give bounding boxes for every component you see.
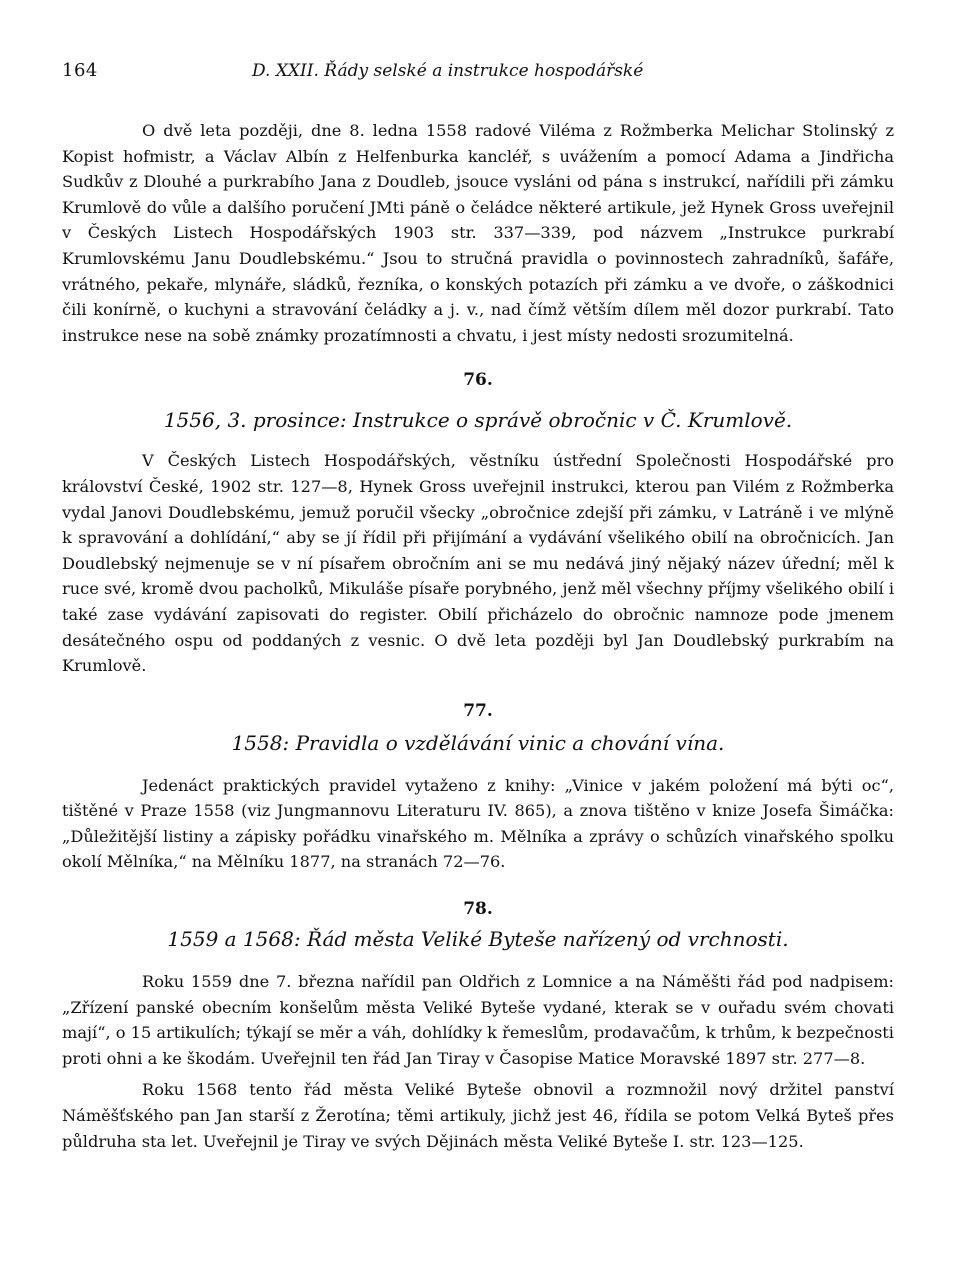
section-number-76: 76. <box>463 370 493 391</box>
section-heading-78 <box>62 927 894 963</box>
page-header <box>62 60 894 90</box>
section-number-78: 78. <box>463 899 493 920</box>
page-number: 164 <box>62 60 98 81</box>
section-title-76: Instrukce o správě obročnic v Č. Krumlově. <box>352 408 793 433</box>
section-76-paragraph: V Českých Listech Hospodářských, věstníku ústřední Společnosti Hospodářské pro království České, 1902 str. 127—8, Hynek Gross uveřejnil instrukci, kterou pan Vilém z Rožmberka vydal Janovi Doudlebskému, jemuž poručil všecky „obročnice zdejší při zámku, v Latráně i ve mlýně k spravování a dohlídání,“ aby se jí řídil při přijímání a vydávání všelikého obilí na obročnicích. Jan Doudlebský nejmenuje se v ní písařem obročním ani se mu nedává jiný nějaký název úřední; měl k ruce své, kromě dvou pacholků, Mikuláše písaře porybného, jenž měl všechny příjmy všelikého obilí i také zase vydávání zapisovati do register. Obilí přicházelo do obročnic namnoze pode jmenem desátečného ospu od poddaných z vesnic. O dvě leta později byl Jan Doudlebský purkrabím na Krumlově. <box>62 451 894 676</box>
section-77-paragraph: Jedenáct praktických pravidel vytaženo z knihy: „Vinice v jakém položení má býti oc“, tištěné v Praze 1558 (viz Jungmannovu Literaturu IV. 865), a znova tištěno v knize Josefa Šimáčka: „Důležitější listiny a zápisky pořádku vinařského m. Mělníka a zprávy o schůzích vinařského spolku okolí Mělníka,“ na Mělníku 1877, na stranách 72—76. <box>62 775 894 872</box>
section-78-paragraph-2: Roku 1568 tento řád města Veliké Byteše obnovil a rozmnožil nový držitel panství Náměšťského pan Jan starší z Žerotína; těmi artikuly, jichž jest 46, řídila se potom Velká Byteš přes půldruha sta let. Uveřejnil je Tiray ve svých Dějinách města Veliké Byteše I. str. 123—125. <box>62 1080 894 1151</box>
section-date-77: 1558: <box>231 730 290 755</box>
section-number-77: 77. <box>463 700 493 721</box>
document-page <box>62 60 894 1154</box>
section-heading-77 <box>62 731 894 767</box>
section-date-76: 1556, 3. prosince: <box>163 408 347 433</box>
section-78-paragraph-1: Roku 1559 dne 7. března nařídil pan Oldřich z Lomnice a na Náměšti řád pod nadpisem: „Zřízení panské obecním konšelům města Veliké Byteše vydané, kterak se v ouřadu svém chovati mají“, o 15 artikulích; týkají se měr a váh, dohlídky k řemeslům, prodavačům, k trhům, k bezpečnosti proti ohni a ke škodám. Uveřejnil ten řád Jan Tiray v Časopise Matice Moravské 1897 str. 277—8. <box>62 972 894 1068</box>
section-heading-76 <box>62 408 894 442</box>
running-head: D. XXII. Řády selské a instrukce hospodářské <box>252 61 644 81</box>
section-date-78: 1559 a 1568: <box>167 927 301 952</box>
section-title-78: Řád města Veliké Byteše nařízený od vrchnosti. <box>306 927 789 952</box>
intro-paragraph: O dvě leta později, dne 8. ledna 1558 radové Viléma z Rožmberka Melichar Stolinský z Kopist hofmistr, a Václav Albín z Helfenburka kancléř, s uvážením a pomocí Adama a Jindřicha Sudkův z Dlouhé a purkrabího Jana z Doudleb, jsouce vysláni od pána s instrukcí, nařídili při zámku Krumlově do vůle a dalšího poručení JMti páně o čeládce některé artikule, jež Hynek Gross uveřejnil v Českých Listech Hospodářských 1903 str. 337—339, pod názvem „Instrukce purkrabí Krumlovskému Janu Doudlebskému.“ Jsou to stručná pravidla o povinnostech zahradníků, šafáře, vrátného, pekaře, mlynáře, sládků, řezníka, o konských potazích při zámku a ve dvoře, o záškodnici čili konírně, o kuchyni a stravování čeládky a j. v., nad čímž větším dílem měl dozor purkrabí. Tato instrukce nese na sobě známky prozatímnosti a chvatu, i jest místy nedosti srozumitelná. <box>62 121 894 345</box>
section-title-77: Pravidla o vzdělávání vinic a chování vína. <box>295 730 725 755</box>
